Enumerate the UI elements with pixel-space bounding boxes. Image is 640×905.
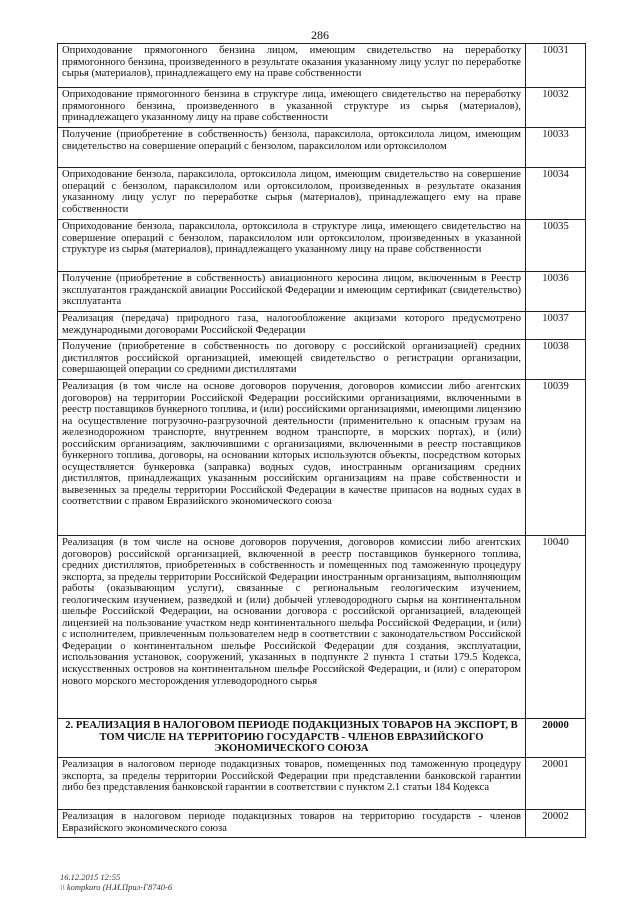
table-row [58,128,586,168]
section-title: 2. РЕАЛИЗАЦИЯ В НАЛОГОВОМ ПЕРИОДЕ ПОДАКЦИЗНЫХ ТОВАРОВ НА ЭКСПОРТ, В ТОМ ЧИСЛЕ НА ТЕРРИТОРИЮ ГОСУДАРСТВ - ЧЛЕНОВ ЕВРАЗИЙСКОГО ЭКОНОМИЧЕСКОГО СОЮЗА [58,719,526,758]
row-code: 10031 [526,44,586,88]
row-code: 10033 [526,128,586,168]
row-description: Реализация (в том числе на основе договоров поручения, договоров комиссии либо агентских договоров) российской организацией, включенной в реестр поставщиков бункерного топлива, средних дистиллятов, приобретенных в собственность и помещенных под таможенную процедуру экспорта, за пределы территории Российской Федерации иностранным организациям, выполняющим работы (оказывающим услуги), связанные с региональным геологическим изучением, геологическим изучением, разведкой и (или) добычей углеводородного сырья на континентальном шельфе Российской Федерации, на основании договора с российской организацией, владеющей лицензией на пользование участком недр континентального шельфа Российской Федерации, и (или) с исполнителем, привлеченным пользователем недр в соответствии с законодательством Российской Федерации о континентальном шельфе Российской Федерации для создания, эксплуатации, использования установок, сооружений, указанных в подпункте 2 пункта 1 статьи 179.5 Кодекса, искусственных островов на континентальном шельфе Российской Федерации, и (или) с оператором нового морского месторождения углеводородного сырья [58,536,526,719]
table-row [58,168,586,220]
page-number: 286 [311,28,329,42]
row-code: 10036 [526,272,586,312]
table-row [58,380,586,536]
row-description: Оприходование бензола, параксилола, ортоксилола в структуре лица, имеющего свидетельство на совершение операций с бензолом, параксилолом или ортоксилолом, произведенных в указанной структуре из сырья (материалов), принадлежащего указанному лицу на праве собственности [58,220,526,272]
table-row [58,758,586,810]
row-code: 20001 [526,758,586,810]
row-code: 10040 [526,536,586,719]
row-description: Реализация в налоговом периоде подакцизных товаров на территорию государств - членов Евразийского экономического союза [58,810,526,838]
row-description: Реализация (в том числе на основе договоров поручения, договоров комиссии либо агентских договоров) на территории Российской Федерации российскими организациями, включенными в реестр поставщиков бункерного топлива, и (или) российскими организациями, имеющими лицензию на осуществление погрузочно-разгрузочной деятельности (применительно к опасным грузам на железнодорожном транспорте, внутреннем водном транспорте, в морских портах), и (или) российским организациям, заключившими с организациями, включенными в реестр поставщиков бункерного топлива, договоры, на основании которых используются объекты, посредством которых осуществляется бункеровка (заправка) водных судов, иностранным организациям средних дистиллятов, принадлежащих указанным российским организациям на праве собственности и вывезенных за пределы территории Российской Федерации в качестве припасов на водных судах в соответствии с правом Евразийского экономического союза [58,380,526,536]
row-description: Оприходование прямогонного бензина в структуре лица, имеющего свидетельство на переработку прямогонного бензина, произведенного в указанной структуре из сырья (материалов), принадлежащего указанному лицу на праве собственности [58,88,526,128]
footer-timestamp: 16.12.2015 12:55 [60,872,121,882]
row-description: Получение (приобретение в собственность) авиационного керосина лицом, включенным в Реестр эксплуатантов гражданской авиации Российской Федерации и имеющим сертификат (свидетельство) эксплуатанта [58,272,526,312]
table-row [58,272,586,312]
table-row [58,44,586,88]
row-description: Получение (приобретение в собственность) бензола, параксилола, ортоксилола лицом, имеющим свидетельство на совершение операций с бензолом, параксилолом или ортоксилолом [58,128,526,168]
row-description: Оприходование бензола, параксилола, ортоксилола лицом, имеющим свидетельство на совершение операций с бензолом, параксилолом или ортоксилолом, произведенных в результате оказания указанному лицу услуг по переработке сырья (материалов), принадлежащего ему на праве собственности [58,168,526,220]
row-code: 10038 [526,340,586,380]
table-row [58,220,586,272]
footer-file-path: \\ kompkuro (Н.И.Прил-Г8740-6 [60,882,173,892]
row-description: Оприходование прямогонного бензина лицом, имеющим свидетельство на переработку прямогонного бензина, произведенного в результате оказания указанному лицу услуг по переработке сырья (материалов), принадлежащего ему на праве собственности [58,44,526,88]
row-description: Реализация (передача) природного газа, налогообложение акцизами которого предусмотрено международными договорами Российской Федерации [58,312,526,340]
table-row [58,536,586,719]
row-code: 10037 [526,312,586,340]
row-description: Получение (приобретение в собственность по договору с российской организацией) средних дистиллятов российской организацией, имеющей свидетельство о регистрации организации, совершающей операции со средними дистиллятами [58,340,526,380]
print-footer [60,872,172,892]
table-row [58,312,586,340]
row-code: 10035 [526,220,586,272]
section-code: 20000 [526,719,586,758]
row-code: 20002 [526,810,586,838]
row-description: Реализация в налоговом периоде подакцизных товаров, помещенных под таможенную процедуру экспорта, за пределы территории Российской Федерации при представлении банковской гарантии либо без представления банковской гарантии в соответствии с пунктом 2.1 статьи 184 Кодекса [58,758,526,810]
operation-codes-table [57,43,586,838]
table-row [58,340,586,380]
table-row [58,88,586,128]
row-code: 10039 [526,380,586,536]
table-row [58,810,586,838]
section-header-row [58,719,586,758]
row-code: 10034 [526,168,586,220]
row-code: 10032 [526,88,586,128]
